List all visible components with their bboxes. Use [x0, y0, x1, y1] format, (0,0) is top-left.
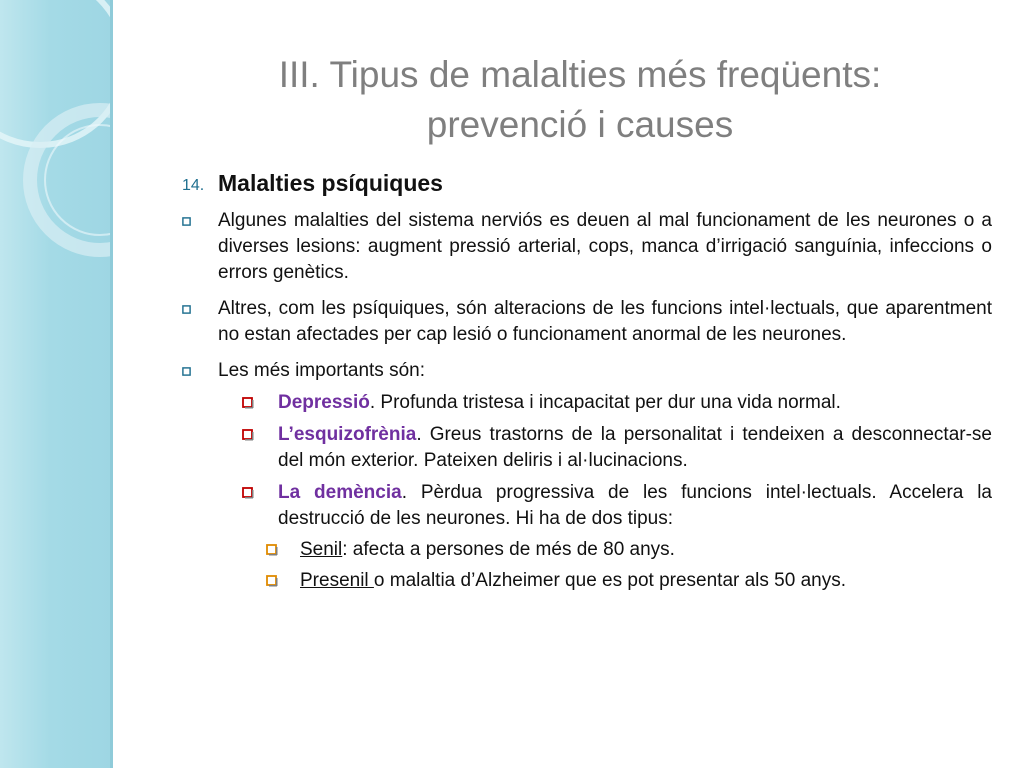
decorative-circles — [0, 0, 113, 768]
square-bullet-icon — [242, 397, 254, 409]
paragraph-2 — [180, 296, 992, 348]
disorder-term: L’esquizofrènia — [278, 424, 417, 445]
dementia-type-description: o malaltia d’Alzheimer que es pot presentar als 50 anys. — [373, 570, 847, 591]
slide-title — [160, 50, 1000, 150]
disorder-item-depression — [180, 390, 992, 416]
paragraph-3 — [180, 358, 992, 384]
disorder-description: . Profunda tristesa i incapacitat per dur una vida normal. — [369, 392, 841, 413]
decorative-sidebar — [0, 0, 113, 768]
title-line-1: III. Tipus de malalties més freqüents: — [278, 54, 882, 95]
disorder-term: Depressió — [278, 392, 370, 413]
square-bullet-icon — [266, 544, 278, 556]
section-number: 14. — [182, 177, 205, 194]
paragraph-1 — [180, 208, 992, 286]
section-title: Malalties psíquiques — [218, 170, 443, 196]
paragraph-text: Algunes malalties del sistema nerviós es deuen al mal funcionament de les neurones o a diverses lesions: augment pressió arterial, cops, manca d’irrigació sanguínia, infeccions o errors genètics. — [218, 210, 992, 283]
disorder-item-schizophrenia — [180, 422, 992, 474]
section-heading — [180, 168, 992, 200]
disorder-description: . Pèrdua progressiva de les funcions intel·lectuals. Accelera la destrucció de les neurones. Hi ha de dos tipus: — [278, 482, 992, 529]
square-bullet-icon — [182, 367, 191, 376]
square-bullet-icon — [182, 217, 191, 226]
disorder-item-dementia — [180, 480, 992, 532]
disorder-term: La demència — [278, 482, 402, 503]
dementia-type-term: Senil — [300, 539, 343, 560]
dementia-type-term: Presenil — [300, 570, 374, 591]
dementia-type-senile — [180, 537, 992, 563]
dementia-type-presenile — [180, 568, 992, 594]
square-bullet-icon — [242, 487, 254, 499]
disorder-description: . Greus trastorns de la personalitat i tendeixen a desconnectar-se del món exterior. Pateixen deliris i al·lucinacions. — [278, 424, 992, 471]
paragraph-text: Altres, com les psíquiques, són alteracions de les funcions intel·lectuals, que aparentment no estan afectades per cap lesió o funcionament anormal de les neurones. — [218, 298, 992, 345]
square-bullet-icon — [266, 575, 278, 587]
square-bullet-icon — [182, 305, 191, 314]
paragraph-text: Les més importants són: — [218, 360, 425, 381]
square-bullet-icon — [242, 429, 254, 441]
sidebar-edge-line — [110, 0, 113, 768]
dementia-type-description: : afecta a persones de més de 80 anys. — [342, 539, 675, 560]
title-line-2: prevenció i causes — [426, 104, 734, 145]
slide-content — [180, 168, 992, 594]
